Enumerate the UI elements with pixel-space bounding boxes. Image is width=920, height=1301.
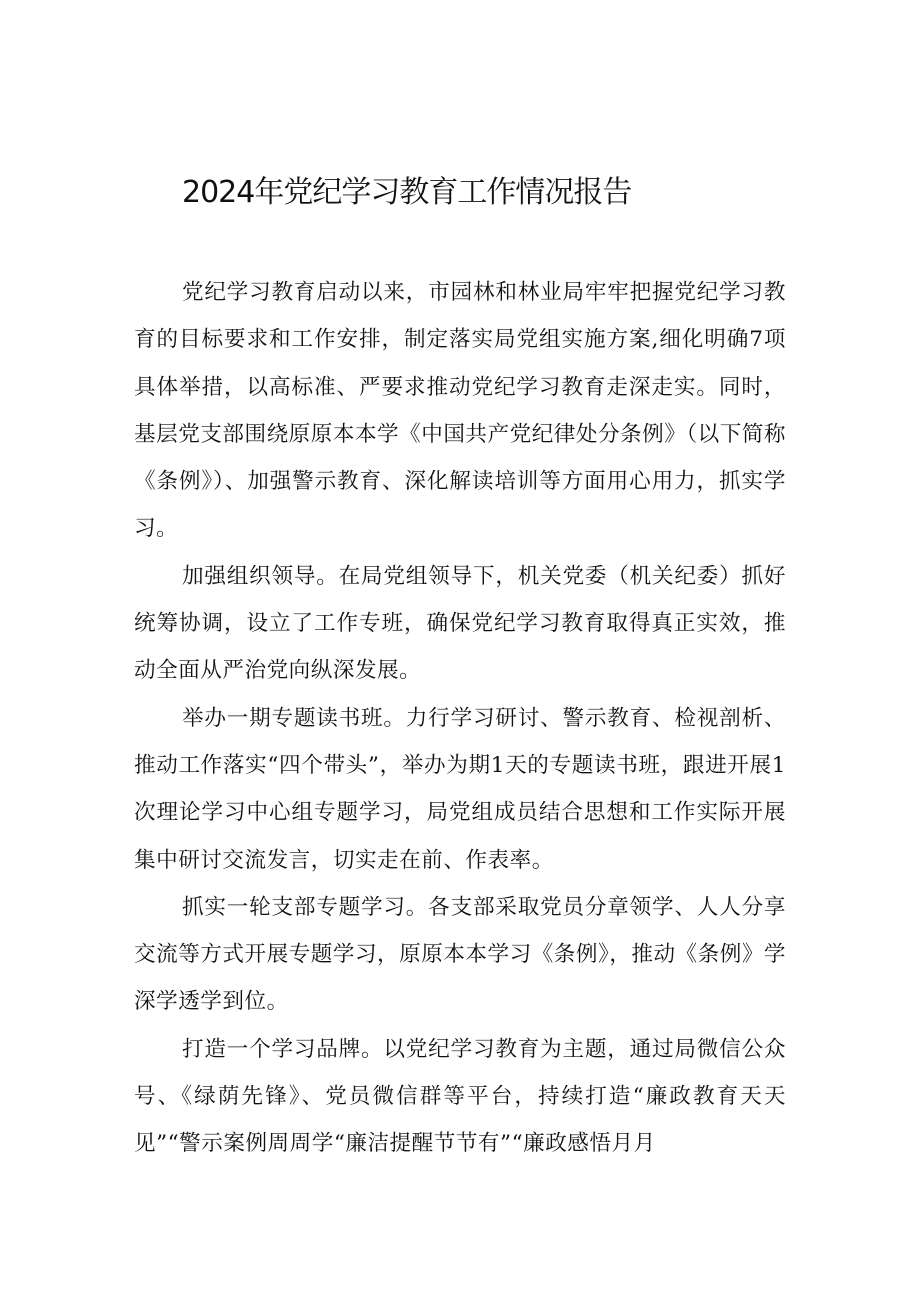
document-body [134,269,786,1168]
document-title: 2024年党纪学习教育工作情况报告 [182,175,632,210]
paragraph-intro: 党纪学习教育启动以来，市园林和林业局牢牢把握党纪学习教育的目标要求和工作安排，制定落实局党组实施方案,细化明确7项具体举措，以高标准、严要求推动党纪学习教育走深走实。同时，基层党支部围绕原原本本学《中国共产党纪律处分条例》（以下简称《条例》）、加强警示教育、深化解读培训等方面用心用力，抓实学习。 [134,280,787,542]
paragraph-reading-class: 举办一期专题读书班。力行学习研讨、警示教育、检视剖析、推动工作落实“四个带头”，举办为期1天的专题读书班，跟进开展1次理论学习中心组专题学习，局党组成员结合思想和工作实际开展集中研讨交流发言，切实走在前、作表率。 [134,705,786,873]
paragraph-organization: 加强组织领导。在局党组领导下，机关党委（机关纪委）抓好统筹协调，设立了工作专班，确保党纪学习教育取得真正实效，推动全面从严治党向纵深发展。 [134,563,786,684]
paragraph-branch-study: 抓实一轮支部专题学习。各支部采取党员分章领学、人人分享交流等方式开展专题学习，原原本本学习《条例》，推动《条例》学深学透学到位。 [134,894,787,1015]
paragraph-study-brand: 打造一个学习品牌。以党纪学习教育为主题，通过局微信公众号、《绿荫先锋》、党员微信群等平台，持续打造“廉政教育天天见”“警示案例周周学“廉洁提醒节节有”“廉政感悟月月 [134,1036,786,1157]
